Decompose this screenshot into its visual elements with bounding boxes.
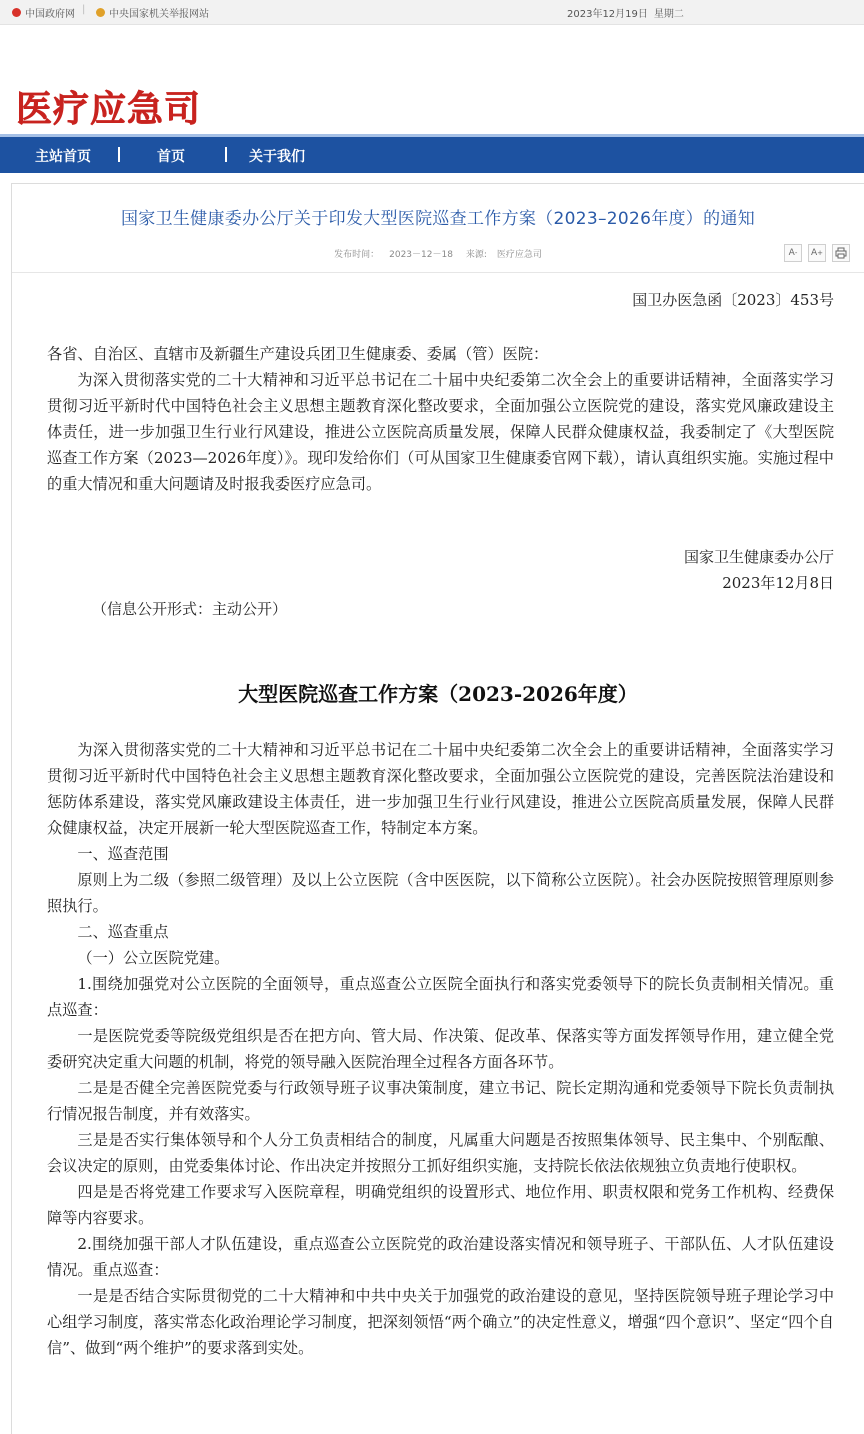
nav-divider: [225, 147, 227, 162]
subsection-heading: （一）公立医院党建。: [77, 949, 230, 967]
topbar-divider: |: [82, 4, 86, 15]
section-heading: 一、巡查范围: [77, 845, 169, 863]
signer: 国家卫生健康委办公厅: [683, 548, 834, 566]
document-number: 国卫办医急函〔2023〕453号: [632, 291, 834, 309]
report-site-link[interactable]: [96, 5, 209, 20]
site-logo[interactable]: 医疗应急司: [16, 88, 202, 130]
sign-date: 2023年12月8日: [722, 574, 834, 592]
top-utility-bar: [0, 0, 864, 25]
plan-paragraph: 二是是否健全完善医院党委与行政领导班子议事决策制度，建立书记、院长定期沟通和党委领导下院长负责制执行情况报告制度，并有效落实。: [47, 1079, 834, 1123]
nav-item-home[interactable]: 首页: [157, 149, 185, 165]
report-emblem-icon: [96, 8, 105, 17]
nav-item-main-home[interactable]: 主站首页: [35, 149, 91, 165]
font-increase-button[interactable]: A +: [808, 244, 826, 262]
national-emblem-icon: [12, 8, 21, 17]
plan-paragraph: 三是是否实行集体领导和个人分工负责相结合的制度，凡属重大问题是否按照集体领导、民主集中、个别酝酿、会议决定的原则，由党委集体讨论、作出决定并按照分工抓好组织实施，支持院长依法依规独立负责地行使职权。: [47, 1131, 834, 1175]
disclosure-form: （信息公开形式：主动公开）: [92, 600, 288, 618]
source-label: 来源:: [465, 250, 487, 260]
article-container: [11, 183, 864, 1434]
notice-paragraph: 为深入贯彻落实党的二十大精神和习近平总书记在二十届中央纪委第二次全会上的重要讲话精神，全面落实学习贯彻习近平新时代中国特色社会主义思想主题教育深化整改要求，全面加强公立医院党的建设，落实党风廉政建设主体责任，进一步加强卫生行业行风建设，推进公立医院高质量发展，保障人民群众健康权益，我委制定了《大型医院巡查工作方案（2023—2026年度）》。现印发给你们（可从国家卫生健康委官网下载），请认真组织实施。实施过程中的重大情况和重大问题请及时报我委医疗应急司。: [47, 371, 834, 493]
print-button[interactable]: [832, 244, 850, 262]
plan-paragraph: 1.围绕加强党对公立医院的全面领导，重点巡查公立医院全面执行和落实党委领导下的院长负责制相关情况。重点巡查：: [47, 975, 834, 1019]
plan-paragraph: 一是医院党委等院级党组织是否在把方向、管大局、作决策、促改革、保落实等方面发挥领导作用，建立健全党委研究决定重大问题的机制，将党的领导融入医院治理全过程各方面各环节。: [47, 1027, 834, 1071]
weekday-text: 星期二: [653, 9, 684, 20]
salutation: 各省、自治区、直辖市及新疆生产建设兵团卫生健康委、委属（管）医院：: [47, 345, 549, 363]
article-title: 国家卫生健康委办公厅关于印发大型医院巡查工作方案（2023–2026年度）的通知: [120, 209, 756, 229]
plan-body: [47, 737, 834, 1361]
plan-paragraph: 原则上为二级（参照二级管理）及以上公立医院（含中医医院，以下简称公立医院）。社会办医院按照管理原则参照执行。: [47, 871, 834, 915]
publish-date: 2023－12－18: [389, 250, 453, 260]
gov-site-link-label: 中国政府网: [25, 9, 75, 20]
site-header: [0, 25, 864, 134]
date-text: 2023年12月19日: [567, 9, 648, 20]
plan-paragraph: 为深入贯彻落实党的二十大精神和习近平总书记在二十届中央纪委第二次全会上的重要讲话精神，全面落实学习贯彻习近平新时代中国特色社会主义思想主题教育深化整改要求，全面加强公立医院党的建设，完善医院法治建设和惩防体系建设，落实党风廉政建设主体责任，进一步加强卫生行业行风建设，推进公立医院高质量发展，保障人民群众健康权益，决定开展新一轮大型医院巡查工作，特制定本方案。: [47, 741, 834, 837]
current-date: [567, 5, 684, 20]
printer-icon: [835, 247, 847, 259]
article-meta: [12, 247, 864, 260]
plan-paragraph: 2.围绕加强干部人才队伍建设，重点巡查公立医院党的政治建设落实情况和领导班子、干部队伍、人才队伍建设情况。重点巡查：: [47, 1235, 834, 1279]
report-site-link-label: 中央国家机关举报网站: [109, 9, 209, 20]
source-name: 医疗应急司: [496, 250, 542, 260]
main-nav: [0, 134, 864, 173]
font-decrease-button[interactable]: A -: [784, 244, 802, 262]
section-heading: 二、巡查重点: [77, 923, 169, 941]
article-tools: [778, 244, 850, 262]
notice-body: [47, 341, 834, 497]
gov-site-link[interactable]: [12, 5, 75, 20]
plan-title: 大型医院巡查工作方案（2023-2026年度）: [238, 682, 638, 706]
meta-divider: [12, 272, 864, 273]
plan-paragraph: 一是是否结合实际贯彻党的二十大精神和中共中央关于加强党的政治建设的意见，坚持医院领导班子理论学习中心组学习制度，落实常态化政治理论学习制度，把深刻领悟“两个确立”的决定性意义，增强“四个意识”、坚定“四个自信”、做到“两个维护”的要求落到实处。: [47, 1287, 834, 1357]
plan-paragraph: 四是是否将党建工作要求写入医院章程，明确党组织的设置形式、地位作用、职责权限和党务工作机构、经费保障等内容要求。: [47, 1183, 834, 1227]
nav-item-about-us[interactable]: 关于我们: [249, 149, 305, 165]
nav-divider: [118, 147, 120, 162]
publish-label: 发布时间：: [334, 250, 380, 260]
